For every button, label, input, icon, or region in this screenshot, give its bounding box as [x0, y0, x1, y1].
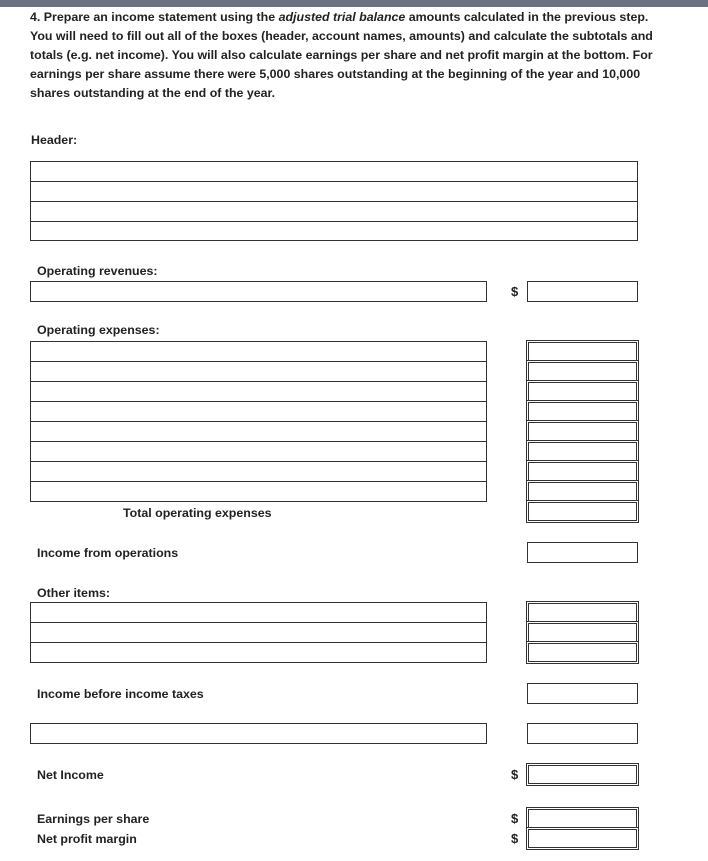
- total-operating-expenses-label: Total operating expenses: [123, 506, 272, 520]
- income-before-taxes-label: Income before income taxes: [37, 687, 204, 701]
- expense-account-field-7[interactable]: [30, 461, 487, 482]
- expense-account-field-8[interactable]: [30, 481, 487, 502]
- revenue-account-field[interactable]: [30, 281, 487, 302]
- header-field-3[interactable]: [30, 201, 638, 222]
- expense-amount-field-8[interactable]: [528, 482, 637, 501]
- earnings-per-share-label: Earnings per share: [37, 812, 150, 826]
- earnings-per-share-field[interactable]: [528, 809, 637, 828]
- expense-amount-field-3[interactable]: [528, 382, 637, 401]
- instructions-text: [30, 8, 670, 103]
- top-bar: [0, 0, 708, 7]
- expense-account-field-3[interactable]: [30, 381, 487, 402]
- total-operating-expenses-field[interactable]: [528, 502, 637, 521]
- other-item-amount-field-3[interactable]: [528, 643, 637, 662]
- revenue-amount-field[interactable]: [527, 281, 638, 302]
- operating-expenses-label: Operating expenses:: [37, 323, 160, 337]
- expense-amount-field-6[interactable]: [528, 442, 637, 461]
- other-item-amount-field-1[interactable]: [528, 603, 637, 622]
- net-income-field[interactable]: [528, 765, 637, 784]
- income-tax-account-field[interactable]: [30, 723, 487, 744]
- header-label: Header:: [31, 133, 78, 147]
- net-income-label: Net Income: [37, 768, 104, 782]
- expense-account-field-5[interactable]: [30, 421, 487, 442]
- net-profit-margin-label: Net profit margin: [37, 832, 137, 846]
- income-from-operations-label: Income from operations: [37, 546, 179, 560]
- margin-dollar-sign: $: [511, 831, 519, 846]
- expense-amount-field-1[interactable]: [528, 342, 637, 361]
- expense-account-field-1[interactable]: [30, 341, 487, 362]
- net-income-dollar-sign: $: [511, 767, 519, 782]
- eps-dollar-sign: $: [511, 811, 519, 826]
- other-items-label: Other items:: [37, 586, 110, 600]
- expense-account-field-6[interactable]: [30, 441, 487, 462]
- header-field-2[interactable]: [30, 181, 638, 202]
- expense-amount-field-4[interactable]: [528, 402, 637, 421]
- expense-account-field-4[interactable]: [30, 401, 487, 422]
- other-item-account-field-2[interactable]: [30, 622, 487, 643]
- income-tax-amount-field[interactable]: [527, 723, 638, 744]
- income-from-operations-field[interactable]: [527, 542, 638, 563]
- other-item-account-field-3[interactable]: [30, 642, 487, 663]
- revenue-dollar-sign: $: [511, 284, 519, 299]
- income-before-taxes-field[interactable]: [527, 683, 638, 704]
- header-field-4[interactable]: [30, 221, 638, 241]
- instructions-emphasis: adjusted trial balance: [278, 10, 406, 24]
- expense-amount-field-5[interactable]: [528, 422, 637, 441]
- instructions-part-1: Prepare an income statement using the: [40, 10, 279, 24]
- expense-account-field-2[interactable]: [30, 361, 487, 382]
- other-item-amount-field-2[interactable]: [528, 623, 637, 642]
- expense-amount-field-7[interactable]: [528, 462, 637, 481]
- other-item-account-field-1[interactable]: [30, 602, 487, 623]
- question-number: 4.: [30, 10, 41, 24]
- net-profit-margin-field[interactable]: [528, 829, 637, 848]
- expense-amount-field-2[interactable]: [528, 362, 637, 381]
- header-field-1[interactable]: [30, 161, 638, 182]
- operating-revenues-label: Operating revenues:: [37, 264, 158, 278]
- instructions-part-2: amounts calculated in the previous step. You will need to fill out all of the boxes (header, account names, amounts) and calculate the subtotals and totals (e.g. net income). You will also calculate earnings per share and net profit margin at the bottom. For earnings per share assume there were 5,000 shares outstanding at the beginning of the year and 10,000 shares outstanding at the end of the year.: [30, 10, 653, 100]
